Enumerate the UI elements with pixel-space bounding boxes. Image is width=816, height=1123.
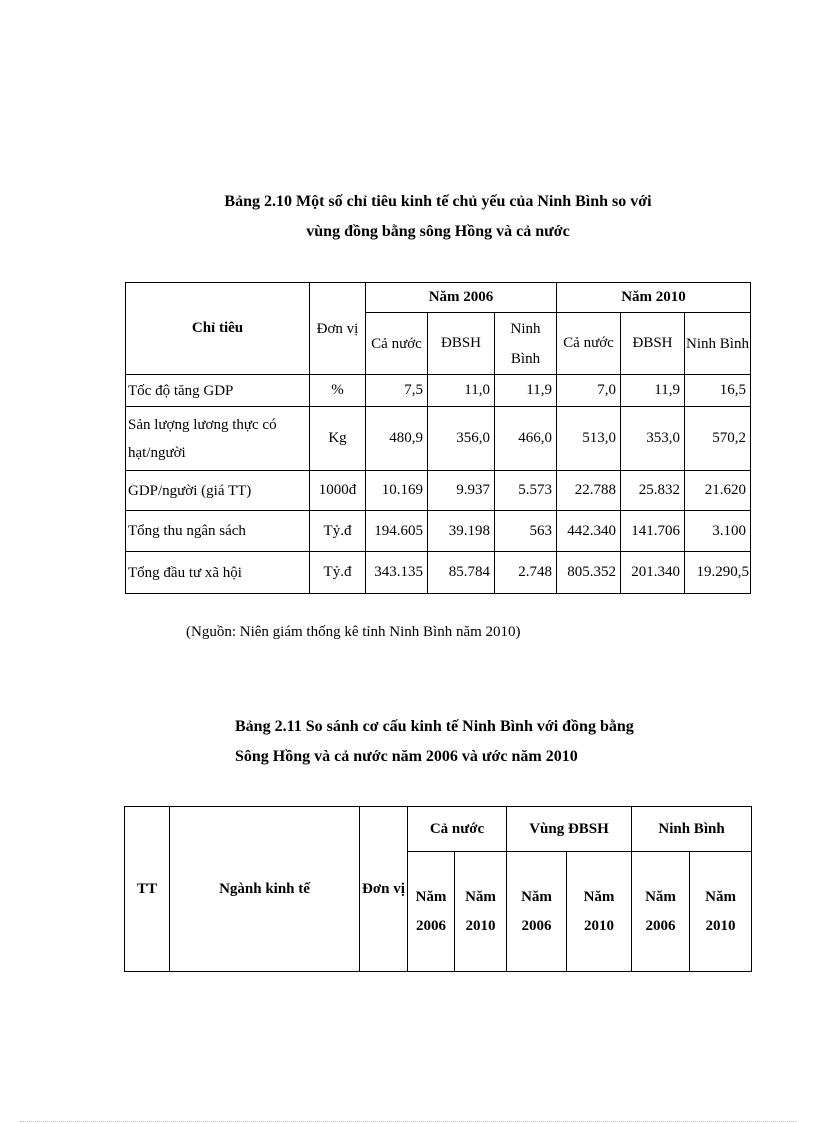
header-nam-2006: Năm 2006 (366, 283, 557, 313)
row-label: Tổng thu ngân sách (126, 511, 310, 552)
cell-value: 5.573 (495, 471, 557, 511)
cell-value: 85.784 (428, 552, 495, 594)
row-unit: Tỷ.đ (310, 552, 366, 594)
header-year: Năm 2010 (455, 852, 507, 972)
economic-structure-table (124, 806, 752, 972)
header-ca-nuoc-2006: Cả nước (366, 313, 428, 375)
cell-value: 141.706 (621, 511, 685, 552)
cell-value: 442.340 (557, 511, 621, 552)
caption-line-2: vùng đồng bằng sông Hồng và cả nước (306, 223, 570, 240)
page-bottom-divider (20, 1121, 796, 1122)
header-vung-dbsh: Vùng ĐBSH (507, 807, 632, 852)
header-dbsh-2006: ĐBSH (428, 313, 495, 375)
cell-value: 16,5 (685, 375, 751, 407)
row-label: Tốc độ tăng GDP (126, 375, 310, 407)
economic-indicators-table (125, 282, 751, 594)
cell-value: 9.937 (428, 471, 495, 511)
row-label: GDP/người (giá TT) (126, 471, 310, 511)
header-year: Năm 2006 (507, 852, 567, 972)
cell-value: 356,0 (428, 407, 495, 471)
cell-value: 201.340 (621, 552, 685, 594)
cell-value: 805.352 (557, 552, 621, 594)
cell-value: 513,0 (557, 407, 621, 471)
table-row (126, 407, 751, 471)
header-ninh-binh: Ninh Bình (632, 807, 752, 852)
cell-value: 39.198 (428, 511, 495, 552)
cell-value: 353,0 (621, 407, 685, 471)
table-2-11-caption (235, 712, 634, 772)
header-ninh-binh-2006: Ninh Bình (495, 313, 557, 375)
cell-value: 7,5 (366, 375, 428, 407)
header-tt: TT (125, 807, 170, 972)
row-label: Tổng đầu tư xã hội (126, 552, 310, 594)
row-unit: Tỷ.đ (310, 511, 366, 552)
header-chi-tieu: Chỉ tiêu (126, 283, 310, 375)
cell-value: 7,0 (557, 375, 621, 407)
cell-value: 3.100 (685, 511, 751, 552)
cell-value: 480,9 (366, 407, 428, 471)
header-ninh-binh-2010: Ninh Bình (685, 313, 751, 375)
cell-value: 2.748 (495, 552, 557, 594)
cell-value: 10.169 (366, 471, 428, 511)
cell-value: 563 (495, 511, 557, 552)
header-year: Năm 2006 (632, 852, 690, 972)
header-don-vi: Đơn vị (310, 283, 366, 375)
header-ca-nuoc-2010: Cả nước (557, 313, 621, 375)
row-unit: 1000đ (310, 471, 366, 511)
cell-value: 11,9 (621, 375, 685, 407)
row-unit: Kg (310, 407, 366, 471)
cell-value: 21.620 (685, 471, 751, 511)
caption-line-1: Bảng 2.10 Một số chỉ tiêu kinh tế chủ yếu của Ninh Bình so với (224, 193, 652, 210)
header-year: Năm 2010 (690, 852, 752, 972)
table-row (126, 471, 751, 511)
cell-value: 194.605 (366, 511, 428, 552)
caption-line-2: Sông Hồng và cả nước năm 2006 và ước năm 2010 (235, 748, 578, 765)
header-nam-2010: Năm 2010 (557, 283, 751, 313)
table-row (126, 552, 751, 594)
cell-value: 466,0 (495, 407, 557, 471)
cell-value: 343.135 (366, 552, 428, 594)
cell-value: 25.832 (621, 471, 685, 511)
header-don-vi: Đơn vị (360, 807, 408, 972)
header-nganh-kinh-te: Ngành kinh tế (170, 807, 360, 972)
cell-value: 11,0 (428, 375, 495, 407)
header-ca-nuoc: Cả nước (408, 807, 507, 852)
header-dbsh-2010: ĐBSH (621, 313, 685, 375)
cell-value: 570,2 (685, 407, 751, 471)
row-unit: % (310, 375, 366, 407)
table-row (126, 511, 751, 552)
table-row (126, 375, 751, 407)
cell-value: 11,9 (495, 375, 557, 407)
cell-value: 19.290,5 (685, 552, 751, 594)
cell-value: 22.788 (557, 471, 621, 511)
caption-line-1: Bảng 2.11 So sánh cơ cấu kinh tế Ninh Bình với đồng bằng (235, 718, 634, 735)
header-year: Năm 2010 (567, 852, 632, 972)
source-note: (Nguồn: Niên giám thống kê tỉnh Ninh Bình năm 2010) (186, 624, 521, 640)
header-year: Năm 2006 (408, 852, 455, 972)
row-label: Sản lượng lương thực có hạt/người (126, 407, 310, 471)
table-2-10-caption (0, 187, 816, 247)
